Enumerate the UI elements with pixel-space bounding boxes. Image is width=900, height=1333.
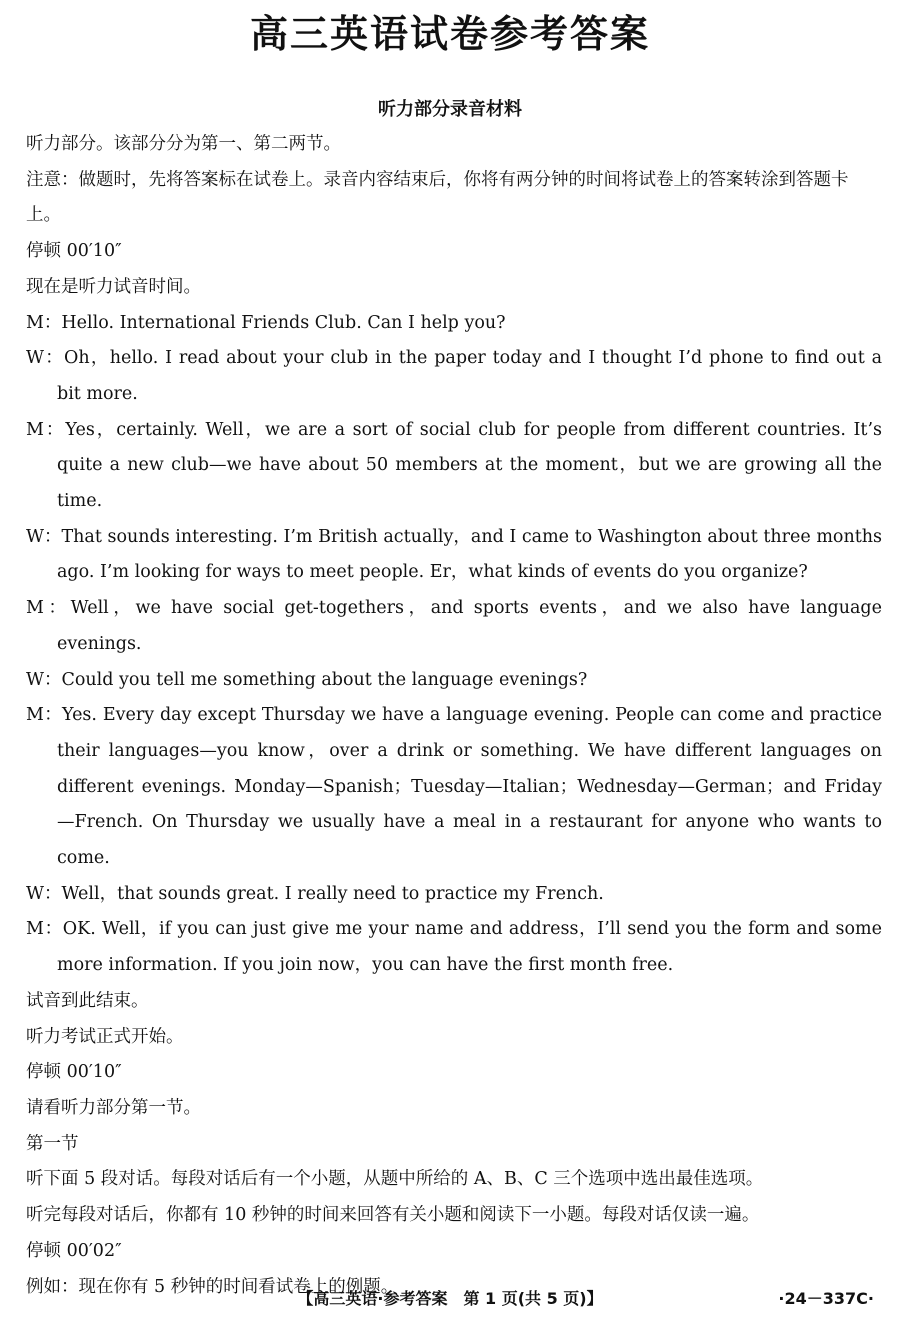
sound-check-line: 现在是听力试音时间。	[26, 276, 201, 297]
dialogue-line: M：Hello. International Friends Club. Can I help you?	[26, 312, 506, 333]
exam-start-line: 听力考试正式开始。	[26, 1026, 184, 1047]
page-title: 高三英语试卷参考答案	[249, 12, 650, 56]
page-footer	[0, 1286, 900, 1312]
dialogue-line: W：That sounds interesting. I’m British actually，and I came to Washington about three months ago. I’m looking for ways to meet people. Er，what kinds of events do you organize?	[26, 526, 883, 583]
dialogue-line: M：Well，we have social get-togethers，and sports events，and we also have language evenings.	[26, 598, 882, 654]
example-line: 例如：现在你有 5 秒钟的时间看试卷上的例题。	[26, 1276, 399, 1297]
section-heading: 第一节	[26, 1133, 79, 1154]
dialogue-line: W：Well，that sounds great. I really need to practice my French.	[26, 883, 604, 904]
pause-marker: 停顿 00′10″	[26, 1062, 122, 1083]
dialogue-line: M：Yes. Every day except Thursday we have a language evening. People can come and practice their languages—you know，over a drink or something. We have different languages on different evenings. Monday—Spanish；Tuesday—Italian；Wednesday—German；and Friday—French. On Thursday we usually have a meal in a restaurant for anyone who wants to come.	[26, 705, 882, 869]
footer-code: ·24－337C·	[778, 1289, 874, 1308]
dialogue-line: M：OK. Well，if you can just give me your name and address，I’ll send you the form and some more information. If you join now，you can have the first month free.	[26, 919, 882, 976]
intro-line: 听力部分。该部分分为第一、第二两节。	[26, 134, 341, 154]
transcript-body	[26, 127, 882, 1305]
footer-page-info: 【高三英语·参考答案 第 1 页(共 5 页)】	[297, 1289, 603, 1308]
section-subtitle: 听力部分录音材料	[378, 99, 522, 120]
dialogue-line: W：Oh，hello. I read about your club in the paper today and I thought I’d phone to find out a bit more.	[26, 348, 882, 404]
dialogue-line: M：Yes，certainly. Well，we are a sort of social club for people from different countries. It’s quite a new club—we have about 50 members at the moment，but we are growing all the time.	[26, 419, 882, 512]
section-instruction: 听下面 5 段对话。每段对话后有一个小题，从题中所给的 A、B、C 三个选项中选出最佳选项。	[26, 1169, 764, 1190]
pause-marker: 停顿 00′02″	[26, 1240, 122, 1261]
instruction-paragraph: 注意：做题时，先将答案标在试卷上。录音内容结束后，你将有两分钟的时间将试卷上的答案转涂到答题卡上。	[26, 169, 849, 226]
section-instruction: 听完每段对话后，你都有 10 秒钟的时间来回答有关小题和阅读下一小题。每段对话仅读一遍。	[26, 1205, 760, 1226]
pause-marker: 停顿 00′10″	[26, 241, 122, 262]
section-one-prompt: 请看听力部分第一节。	[26, 1097, 201, 1118]
dialogue-line: W：Could you tell me something about the language evenings?	[26, 669, 588, 690]
sound-check-end: 试音到此结束。	[26, 990, 149, 1011]
